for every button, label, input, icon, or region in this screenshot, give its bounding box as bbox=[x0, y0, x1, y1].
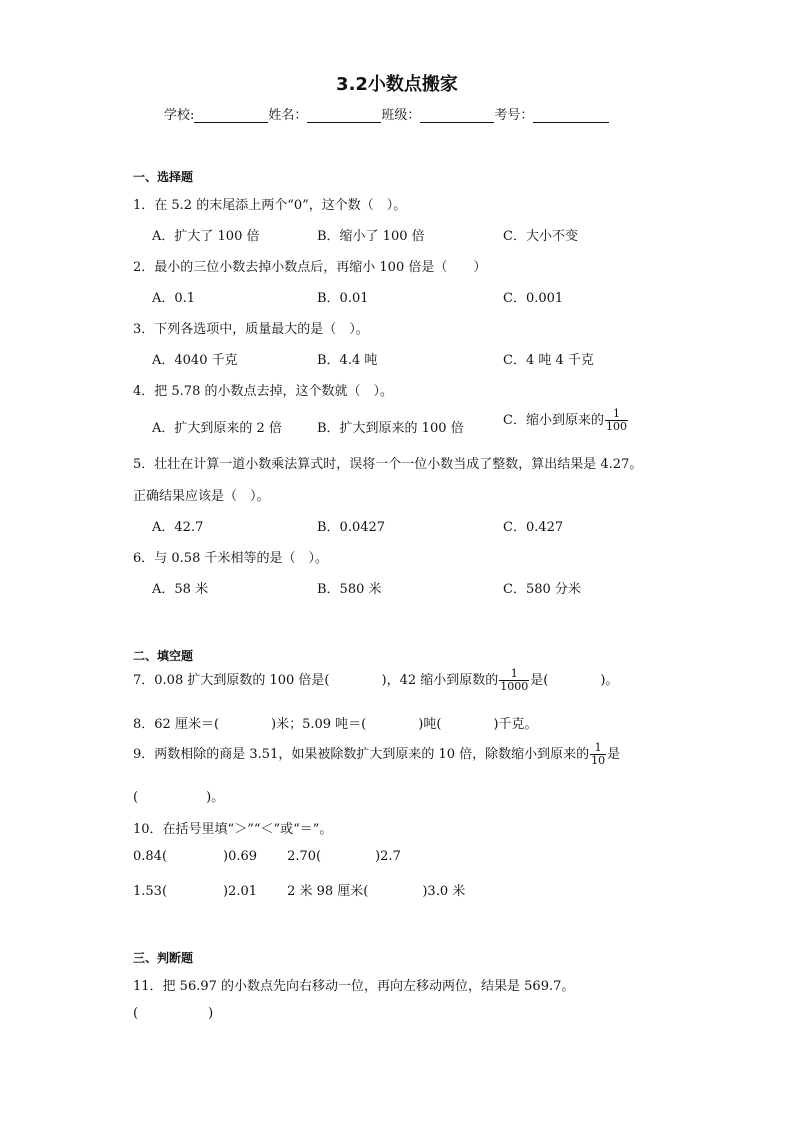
q3-option-b[interactable]: B．4.4 吨 bbox=[317, 353, 378, 368]
q4-option-c-label: C．缩小到原来的 bbox=[503, 413, 604, 428]
q4-option-b[interactable]: B．扩大到原来的 100 倍 bbox=[317, 421, 464, 436]
question-3: 3．下列各选项中，质量最大的是（ ）。 bbox=[133, 322, 369, 337]
class-blank[interactable] bbox=[420, 122, 494, 123]
q4-option-c[interactable] bbox=[503, 408, 629, 433]
name-label: 姓名： bbox=[268, 108, 308, 123]
q8-part-3: )吨( bbox=[418, 717, 442, 732]
question-4: 4．把 5.78 的小数点去掉，这个数就（ ）。 bbox=[133, 384, 393, 399]
section-heading-judge: 三、判断题 bbox=[133, 951, 194, 965]
question-8 bbox=[133, 713, 538, 732]
question-11-answer bbox=[133, 1006, 213, 1021]
fraction-denominator: 1000 bbox=[500, 680, 529, 693]
question-10: 10．在括号里填“＞”“＜”或“＝”。 bbox=[133, 822, 333, 837]
q9-tail: 是 bbox=[607, 747, 621, 762]
q7-part-1: 7．0.08 扩大到原数的 100 倍是( bbox=[133, 673, 330, 688]
question-5-line-2: 正确结果应该是（ ）。 bbox=[133, 489, 270, 504]
fraction bbox=[590, 742, 606, 767]
q10-r1-right: 2.70( bbox=[287, 849, 322, 864]
q1-option-a[interactable]: A．扩大了 100 倍 bbox=[152, 229, 260, 244]
q10-r2-right: 2 米 98 厘米( bbox=[287, 884, 369, 899]
q6-option-c[interactable]: C．580 分米 bbox=[503, 582, 581, 597]
q9-open-paren: ( bbox=[133, 790, 139, 805]
question-2: 2．最小的三位小数去掉小数点后，再缩小 100 倍是（ ） bbox=[133, 260, 487, 275]
q11-close-paren: ) bbox=[208, 1006, 214, 1021]
question-5-line-1: 5．壮壮在计算一道小数乘法算式时，误将一个一位小数当成了整数，算出结果是 4.27。 bbox=[133, 457, 643, 472]
q10-r2-end: )3.0 米 bbox=[422, 884, 466, 899]
page-title: 3.2小数点搬家 bbox=[336, 74, 458, 95]
q10-r2-left: 1.53( bbox=[133, 884, 168, 899]
section-heading-choice: 一、选择题 bbox=[133, 170, 194, 184]
section-heading-fill: 二、填空题 bbox=[133, 649, 194, 663]
name-blank[interactable] bbox=[307, 122, 381, 123]
class-label: 班级： bbox=[381, 108, 421, 123]
q9-text: 9．两数相除的商是 3.51，如果被除数扩大到原来的 10 倍，除数缩小到原来的 bbox=[133, 747, 590, 762]
q7-part-4: )。 bbox=[600, 673, 619, 688]
question-9-line-1 bbox=[133, 742, 620, 767]
q5-option-b[interactable]: B．0.0427 bbox=[317, 520, 386, 535]
number-label: 考号： bbox=[494, 108, 534, 123]
q8-part-2: )米；5.09 吨＝( bbox=[271, 717, 367, 732]
q1-option-b[interactable]: B．缩小了 100 倍 bbox=[317, 229, 425, 244]
q6-option-b[interactable]: B．580 米 bbox=[317, 582, 382, 597]
q2-option-a[interactable]: A．0.1 bbox=[152, 291, 196, 306]
q11-open-paren: ( bbox=[133, 1006, 139, 1021]
question-11: 11．把 56.97 的小数点先向右移动一位，再向左移动两位，结果是 569.7。 bbox=[133, 979, 575, 994]
q5-option-a[interactable]: A．42.7 bbox=[152, 520, 204, 535]
q2-option-b[interactable]: B．0.01 bbox=[317, 291, 369, 306]
q8-part-1: 8．62 厘米＝( bbox=[133, 717, 220, 732]
question-1: 1．在 5.2 的末尾添上两个“0”，这个数（ ）。 bbox=[133, 198, 407, 213]
q2-option-c[interactable]: C．0.001 bbox=[503, 291, 564, 306]
q10-row-2 bbox=[133, 880, 465, 899]
q5-option-c[interactable]: C．0.427 bbox=[503, 520, 564, 535]
fraction-denominator: 10 bbox=[591, 754, 606, 767]
question-7 bbox=[133, 668, 618, 693]
student-info-line bbox=[164, 104, 609, 123]
q10-r1-left: 0.84( bbox=[133, 849, 168, 864]
q3-option-c[interactable]: C．4 吨 4 千克 bbox=[503, 353, 594, 368]
fraction-numerator: 1 bbox=[594, 741, 602, 754]
q10-row-1 bbox=[133, 849, 401, 864]
fraction bbox=[499, 668, 529, 693]
q1-option-c[interactable]: C．大小不变 bbox=[503, 229, 578, 244]
school-blank[interactable] bbox=[194, 122, 268, 123]
q7-part-2: )，42 缩小到原数的 bbox=[381, 673, 499, 688]
q8-part-4: )千克。 bbox=[493, 717, 538, 732]
fraction-denominator: 100 bbox=[605, 420, 627, 433]
q10-r1-end: )2.7 bbox=[375, 849, 401, 864]
fraction-numerator: 1 bbox=[612, 407, 620, 420]
q7-part-3: 是( bbox=[530, 673, 549, 688]
q6-option-a[interactable]: A．58 米 bbox=[152, 582, 209, 597]
fraction-numerator: 1 bbox=[510, 667, 518, 680]
q3-option-a[interactable]: A．4040 千克 bbox=[152, 353, 238, 368]
q9-close-paren: )。 bbox=[206, 790, 225, 805]
number-blank[interactable] bbox=[533, 122, 609, 123]
q4-option-a[interactable]: A．扩大到原来的 2 倍 bbox=[152, 421, 282, 436]
q10-r2-mid: )2.01 bbox=[223, 884, 258, 899]
q10-r1-mid: )0.69 bbox=[223, 849, 258, 864]
question-9-line-2 bbox=[133, 786, 224, 805]
question-6: 6．与 0.58 千米相等的是（ ）。 bbox=[133, 551, 328, 566]
fraction bbox=[605, 408, 628, 433]
school-label: 学校: bbox=[164, 108, 195, 123]
